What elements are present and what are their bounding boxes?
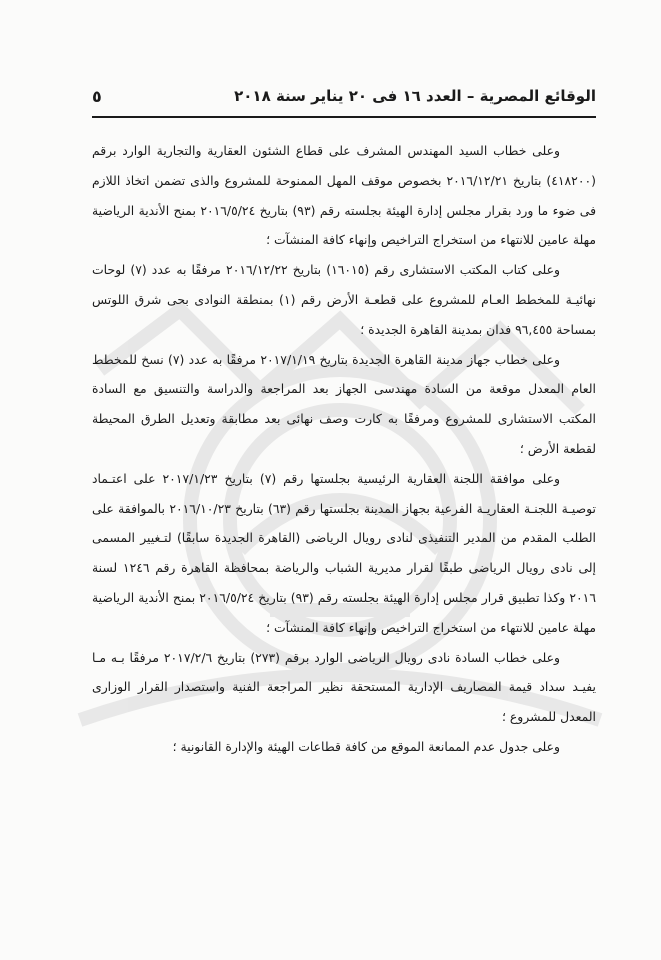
page-header <box>92 80 596 118</box>
header-title: الوقائع المصرية – العدد ١٦ فى ٢٠ يناير سنة ٢٠١٨ <box>234 87 596 105</box>
paragraph: وعلى جدول عدم الممانعة الموقع من كافة قطاعات الهيئة والإدارة القانونية ؛ <box>172 738 560 754</box>
paragraph: وعلى خطاب جهاز مدينة القاهرة الجديدة بتاريخ ٢٠١٧/١/١٩ مرفقًا به عدد (٧) نسخ للمخطط العام المعدل موقعة من السادة مهندسى الجهاز بعد المراجعة والدراسة والتنسيق مع السادة المكتب الاستشارى للمشروع ومرفقًا به كارت وصف نهائى بعد مطابقة وتعديل الطرق المحيطة لقطعة الأرض ؛ <box>92 351 596 456</box>
paragraph: وعلى خطاب السيد المهندس المشرف على قطاع الشئون العقارية والتجارية الوارد برقم (٤١٨٢٠٠) بتاريخ ٢٠١٦/١٢/٢١ بخصوص موقف المهل الممنوحة للمشروع والذى تضمن اتخاذ اللازم فى ضوء ما ورد بقرار مجلس إدارة الهيئة بجلسته رقم (٩٣) بتاريخ ٢٠١٦/٥/٢٤ بمنح الأندية الرياضية مهلة عامين للانتهاء من استخراج التراخيص وإنهاء كافة المنشآت ؛ <box>92 143 596 248</box>
paragraph: وعلى خطاب السادة نادى رويال الرياضى الوارد برقم (٢٧٣) بتاريخ ٢٠١٧/٢/٦ مرفقًا بـه مـا يفيـد سداد قيمة المصاريف الإدارية المستحقة نظير المراجعة الفنية واستصدار القرار الوزارى المعدل للمشروع ؛ <box>92 649 596 725</box>
paragraph: وعلى كتاب المكتب الاستشارى رقم (١٦٠١٥) بتاريخ ٢٠١٦/١٢/٢٢ مرفقًا به عدد (٧) لوحات نهائيـة للمخطط العـام للمشروع على قطعـة الأرض رقم (١) بمنطقة النوادى بحى شرق اللوتس بمساحة ٩٦,٤٥٥ فدان بمدينة القاهرة الجديدة ؛ <box>92 262 596 337</box>
paragraph: وعلى موافقة اللجنة العقارية الرئيسية بجلستها رقم (٧) بتاريخ ٢٠١٧/١/٢٣ على اعتـماد توصيـة اللجنـة العقاريـة الفرعية بجهاز المدينة بجلستها رقم (٦٣) بتاريخ ٢٠١٦/١٠/٢٣ بالموافقة على الطلب المقدم من المدير التنفيذى لنادى رويال الرياضى (القاهرة الجديدة سابقًا) لتـغيير المسمى إلى نادى رويال الرياضى طبقًا لقرار مديرية الشباب والرياضة بمحافظة القاهرة رقم ١٢٤٦ لسنة ٢٠١٦ وكذا تطبيق قرار مجلس إدارة الهيئة بجلسته رقم (٩٣) بتاريخ ٢٠١٦/٥/٢٤ بمنح الأندية الرياضية مهلة عامين للانتهاء من استخراج التراخيص وإنهاء كافة المنشآت ؛ <box>92 470 596 635</box>
page-number: ٥ <box>92 86 102 106</box>
body-text <box>92 136 596 762</box>
